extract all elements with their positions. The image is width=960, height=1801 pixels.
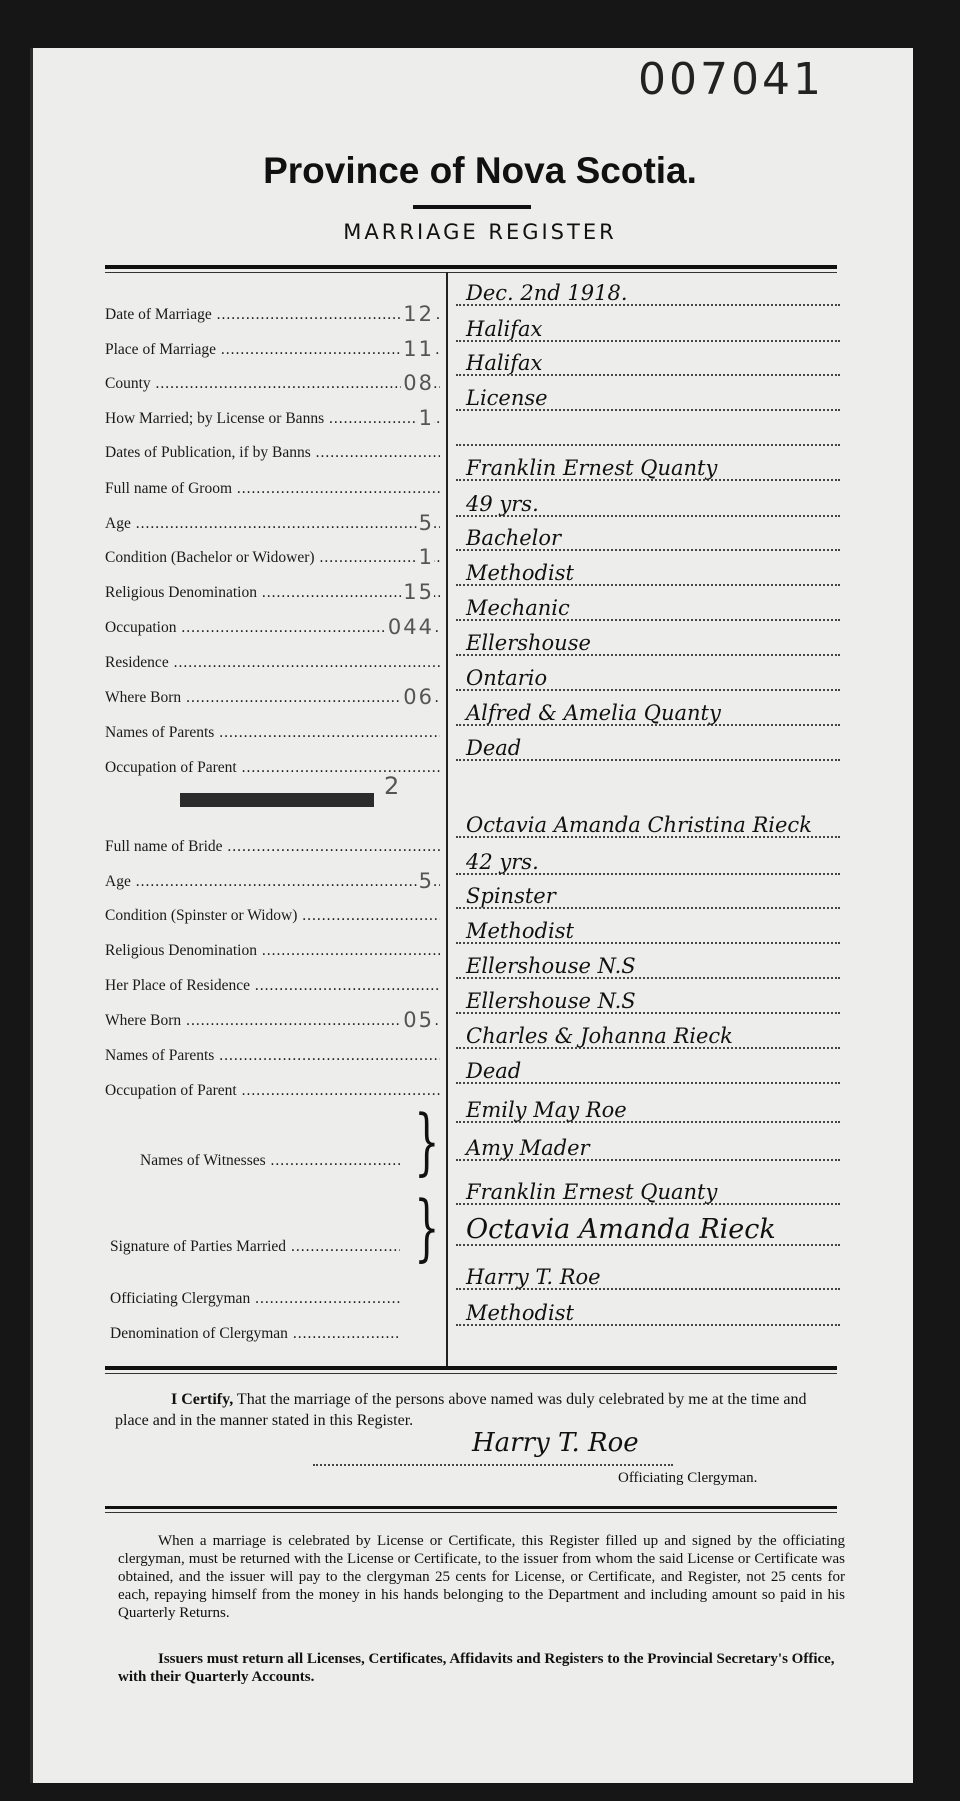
field-value-row xyxy=(456,914,840,946)
field-row xyxy=(105,1068,440,1100)
certify-statement xyxy=(115,1389,835,1431)
field-row xyxy=(105,535,440,567)
field-row xyxy=(105,998,440,1030)
footer-rule xyxy=(105,1366,837,1370)
field-value-row xyxy=(456,1054,840,1086)
field-label: Residence ..... xyxy=(105,654,440,672)
field-value: 42 yrs. xyxy=(466,850,539,874)
field-label: Age ..... xyxy=(105,873,440,891)
field-row xyxy=(105,824,440,856)
field-label: Names of Parents ..... xyxy=(105,1047,440,1065)
officiating-label: Officiating Clergyman ..... xyxy=(110,1290,400,1308)
field-value: Dead xyxy=(466,1059,522,1083)
witness-name: Emily May Roe xyxy=(466,1098,627,1122)
register-number: 007041 xyxy=(638,54,824,105)
field-row xyxy=(105,430,440,462)
field-value: Mechanic xyxy=(466,596,570,620)
field-code: 044 xyxy=(387,615,434,639)
field-value: Halifax xyxy=(466,351,543,375)
section-separator-bar xyxy=(180,793,374,807)
field-label: County ..... xyxy=(105,375,440,393)
field-value-row xyxy=(456,949,840,981)
notice-rule xyxy=(105,1506,837,1509)
field-value-row xyxy=(456,451,840,483)
field-label: Religious Denomination ..... xyxy=(105,942,440,960)
field-code: 15 xyxy=(403,580,434,604)
witnesses-label: Names of Witnesses ..... xyxy=(140,1152,400,1170)
field-row xyxy=(105,675,440,707)
field-value-row xyxy=(456,1296,840,1328)
field-row xyxy=(105,327,440,359)
field-value: 49 yrs. xyxy=(466,492,539,516)
field-value-row xyxy=(456,521,840,553)
field-value-row xyxy=(456,381,840,413)
field-value: Ontario xyxy=(466,666,548,690)
signature-line xyxy=(313,1464,673,1466)
field-row xyxy=(105,292,440,324)
field-code: 06 xyxy=(403,685,434,709)
field-label: Dates of Publication, if by Banns ..... xyxy=(105,444,440,462)
certify-lead: I Certify, xyxy=(171,1391,234,1408)
field-label: Occupation ..... xyxy=(105,619,440,637)
field-value: Bachelor xyxy=(466,526,562,550)
signatures-row xyxy=(110,1224,400,1256)
field-value-row xyxy=(456,1093,840,1125)
clergy-signature: Harry T. Roe xyxy=(472,1428,639,1458)
signature-value: Octavia Amanda Rieck xyxy=(466,1214,776,1245)
field-value-row xyxy=(456,661,840,693)
field-value-row xyxy=(456,845,840,877)
field-value-row xyxy=(456,696,840,728)
field-label: Religious Denomination ..... xyxy=(105,584,440,602)
field-value-row xyxy=(456,346,840,378)
field-code: 5 xyxy=(418,869,434,893)
field-label: Occupation of Parent ..... xyxy=(105,759,440,777)
signatures-label: Signature of Parties Married ..... xyxy=(110,1238,400,1256)
field-value: Ellershouse xyxy=(466,631,591,655)
denomination-clergy-value: Methodist xyxy=(466,1301,574,1325)
field-value-row xyxy=(456,487,840,519)
field-code: 1 xyxy=(418,406,434,430)
field-value-row xyxy=(456,984,840,1016)
field-row xyxy=(105,1033,440,1065)
field-value: Franklin Ernest Quanty xyxy=(466,456,718,480)
officiating-value: Harry T. Roe xyxy=(466,1265,601,1289)
field-row xyxy=(105,361,440,393)
field-value-row xyxy=(456,879,840,911)
certify-text: That the marriage of the persons above named was duly celebrated by me at the time and place and in the manner stated in this Register. xyxy=(115,1391,807,1429)
field-value-row xyxy=(456,1019,840,1051)
field-value-row xyxy=(456,416,840,448)
witnesses-row xyxy=(140,1138,400,1170)
footer-rule-thin xyxy=(105,1373,837,1374)
field-value: Ellershouse N.S xyxy=(466,954,636,978)
return-instructions: When a marriage is celebrated by License or Certificate, this Register filled up and signed by the officiating clergyman, must be returned with the License or Certificate, to the issuer from whom the said License or Certificate was obtained, and the issuer will pay to the clergyman 25 cents for License, or Certificate, and Register, not 25 cents for each, repaying himself from the money in his hands belonging to the Department and including amount so paid in his Quarterly Returns. xyxy=(118,1533,845,1621)
field-value: Methodist xyxy=(466,561,574,585)
field-label: Occupation of Parent ..... xyxy=(105,1082,440,1100)
field-row xyxy=(105,928,440,960)
field-label: Condition (Spinster or Widow) ..... xyxy=(105,907,440,925)
field-row xyxy=(105,501,440,533)
field-value-row xyxy=(456,1175,840,1207)
field-label: Full name of Groom ..... xyxy=(105,480,440,498)
issuers-instructions: Issuers must return all Licenses, Certificates, Affidavits and Registers to the Provincial Secretary's Office, with their Quarterly Accounts. xyxy=(118,1651,835,1685)
field-value-row xyxy=(456,591,840,623)
field-value: Charles & Johanna Rieck xyxy=(466,1024,733,1048)
page-title: Province of Nova Scotia. xyxy=(263,150,697,191)
page-subtitle: MARRIAGE REGISTER xyxy=(343,220,617,244)
field-value: Octavia Amanda Christina Rieck xyxy=(466,813,812,837)
signatures-brace: } xyxy=(414,1185,440,1269)
field-label: How Married; by License or Banns ..... xyxy=(105,410,440,428)
field-value: Spinster xyxy=(466,884,556,908)
denomination-clergy-label: Denomination of Clergyman ..... xyxy=(110,1325,400,1343)
notice-rule-thin xyxy=(105,1512,837,1513)
field-code: 11 xyxy=(403,337,434,361)
signature-label: Officiating Clergyman. xyxy=(618,1470,758,1486)
field-value: Dead xyxy=(466,736,522,760)
field-row xyxy=(105,963,440,995)
field-label: Condition (Bachelor or Widower) ..... xyxy=(105,549,440,567)
field-row xyxy=(105,605,440,637)
field-label: Place of Marriage ..... xyxy=(105,341,440,359)
field-row xyxy=(105,570,440,602)
field-value: Halifax xyxy=(466,317,543,341)
field-value-row xyxy=(456,1131,840,1163)
field-row xyxy=(105,710,440,742)
field-value: Methodist xyxy=(466,919,574,943)
field-label: Where Born ..... xyxy=(105,689,440,707)
title-underline xyxy=(413,205,531,209)
field-row xyxy=(105,466,440,498)
field-value-row xyxy=(456,276,840,308)
field-value: License xyxy=(466,386,548,410)
field-code: 08 xyxy=(403,371,434,395)
header-rule-thin xyxy=(105,272,837,273)
field-value: Dec. 2nd 1918. xyxy=(466,281,628,305)
field-value-row xyxy=(456,731,840,763)
field-code: 12 xyxy=(403,302,434,326)
officiating-row xyxy=(110,1276,400,1308)
denomination-clergy-row xyxy=(110,1311,400,1343)
field-row xyxy=(105,640,440,672)
field-label: Full name of Bride ..... xyxy=(105,838,440,856)
witness-name: Amy Mader xyxy=(466,1136,590,1160)
field-value: Ellershouse N.S xyxy=(466,989,636,1013)
field-label: Names of Parents ..... xyxy=(105,724,440,742)
field-value-row xyxy=(456,1260,840,1292)
field-label: Her Place of Residence ..... xyxy=(105,977,440,995)
field-row xyxy=(105,893,440,925)
field-code: 5 xyxy=(418,511,434,535)
field-value-row xyxy=(456,556,840,588)
field-code: 05 xyxy=(403,1008,434,1032)
field-row xyxy=(105,396,440,428)
field-value-row xyxy=(456,312,840,344)
header-rule xyxy=(105,265,837,269)
witnesses-brace: } xyxy=(414,1099,440,1183)
field-label: Where Born ..... xyxy=(105,1012,440,1030)
field-label: Age ..... xyxy=(105,515,440,533)
field-label: Date of Marriage ..... xyxy=(105,306,440,324)
bride-code: 2 xyxy=(384,772,400,800)
field-value-row xyxy=(456,1216,840,1248)
field-row xyxy=(105,859,440,891)
signature-value: Franklin Ernest Quanty xyxy=(466,1180,718,1204)
field-value-row xyxy=(456,626,840,658)
field-value: Alfred & Amelia Quanty xyxy=(466,701,721,725)
column-divider xyxy=(446,272,448,1366)
field-value-row xyxy=(456,808,840,840)
field-code: 1 xyxy=(418,545,434,569)
